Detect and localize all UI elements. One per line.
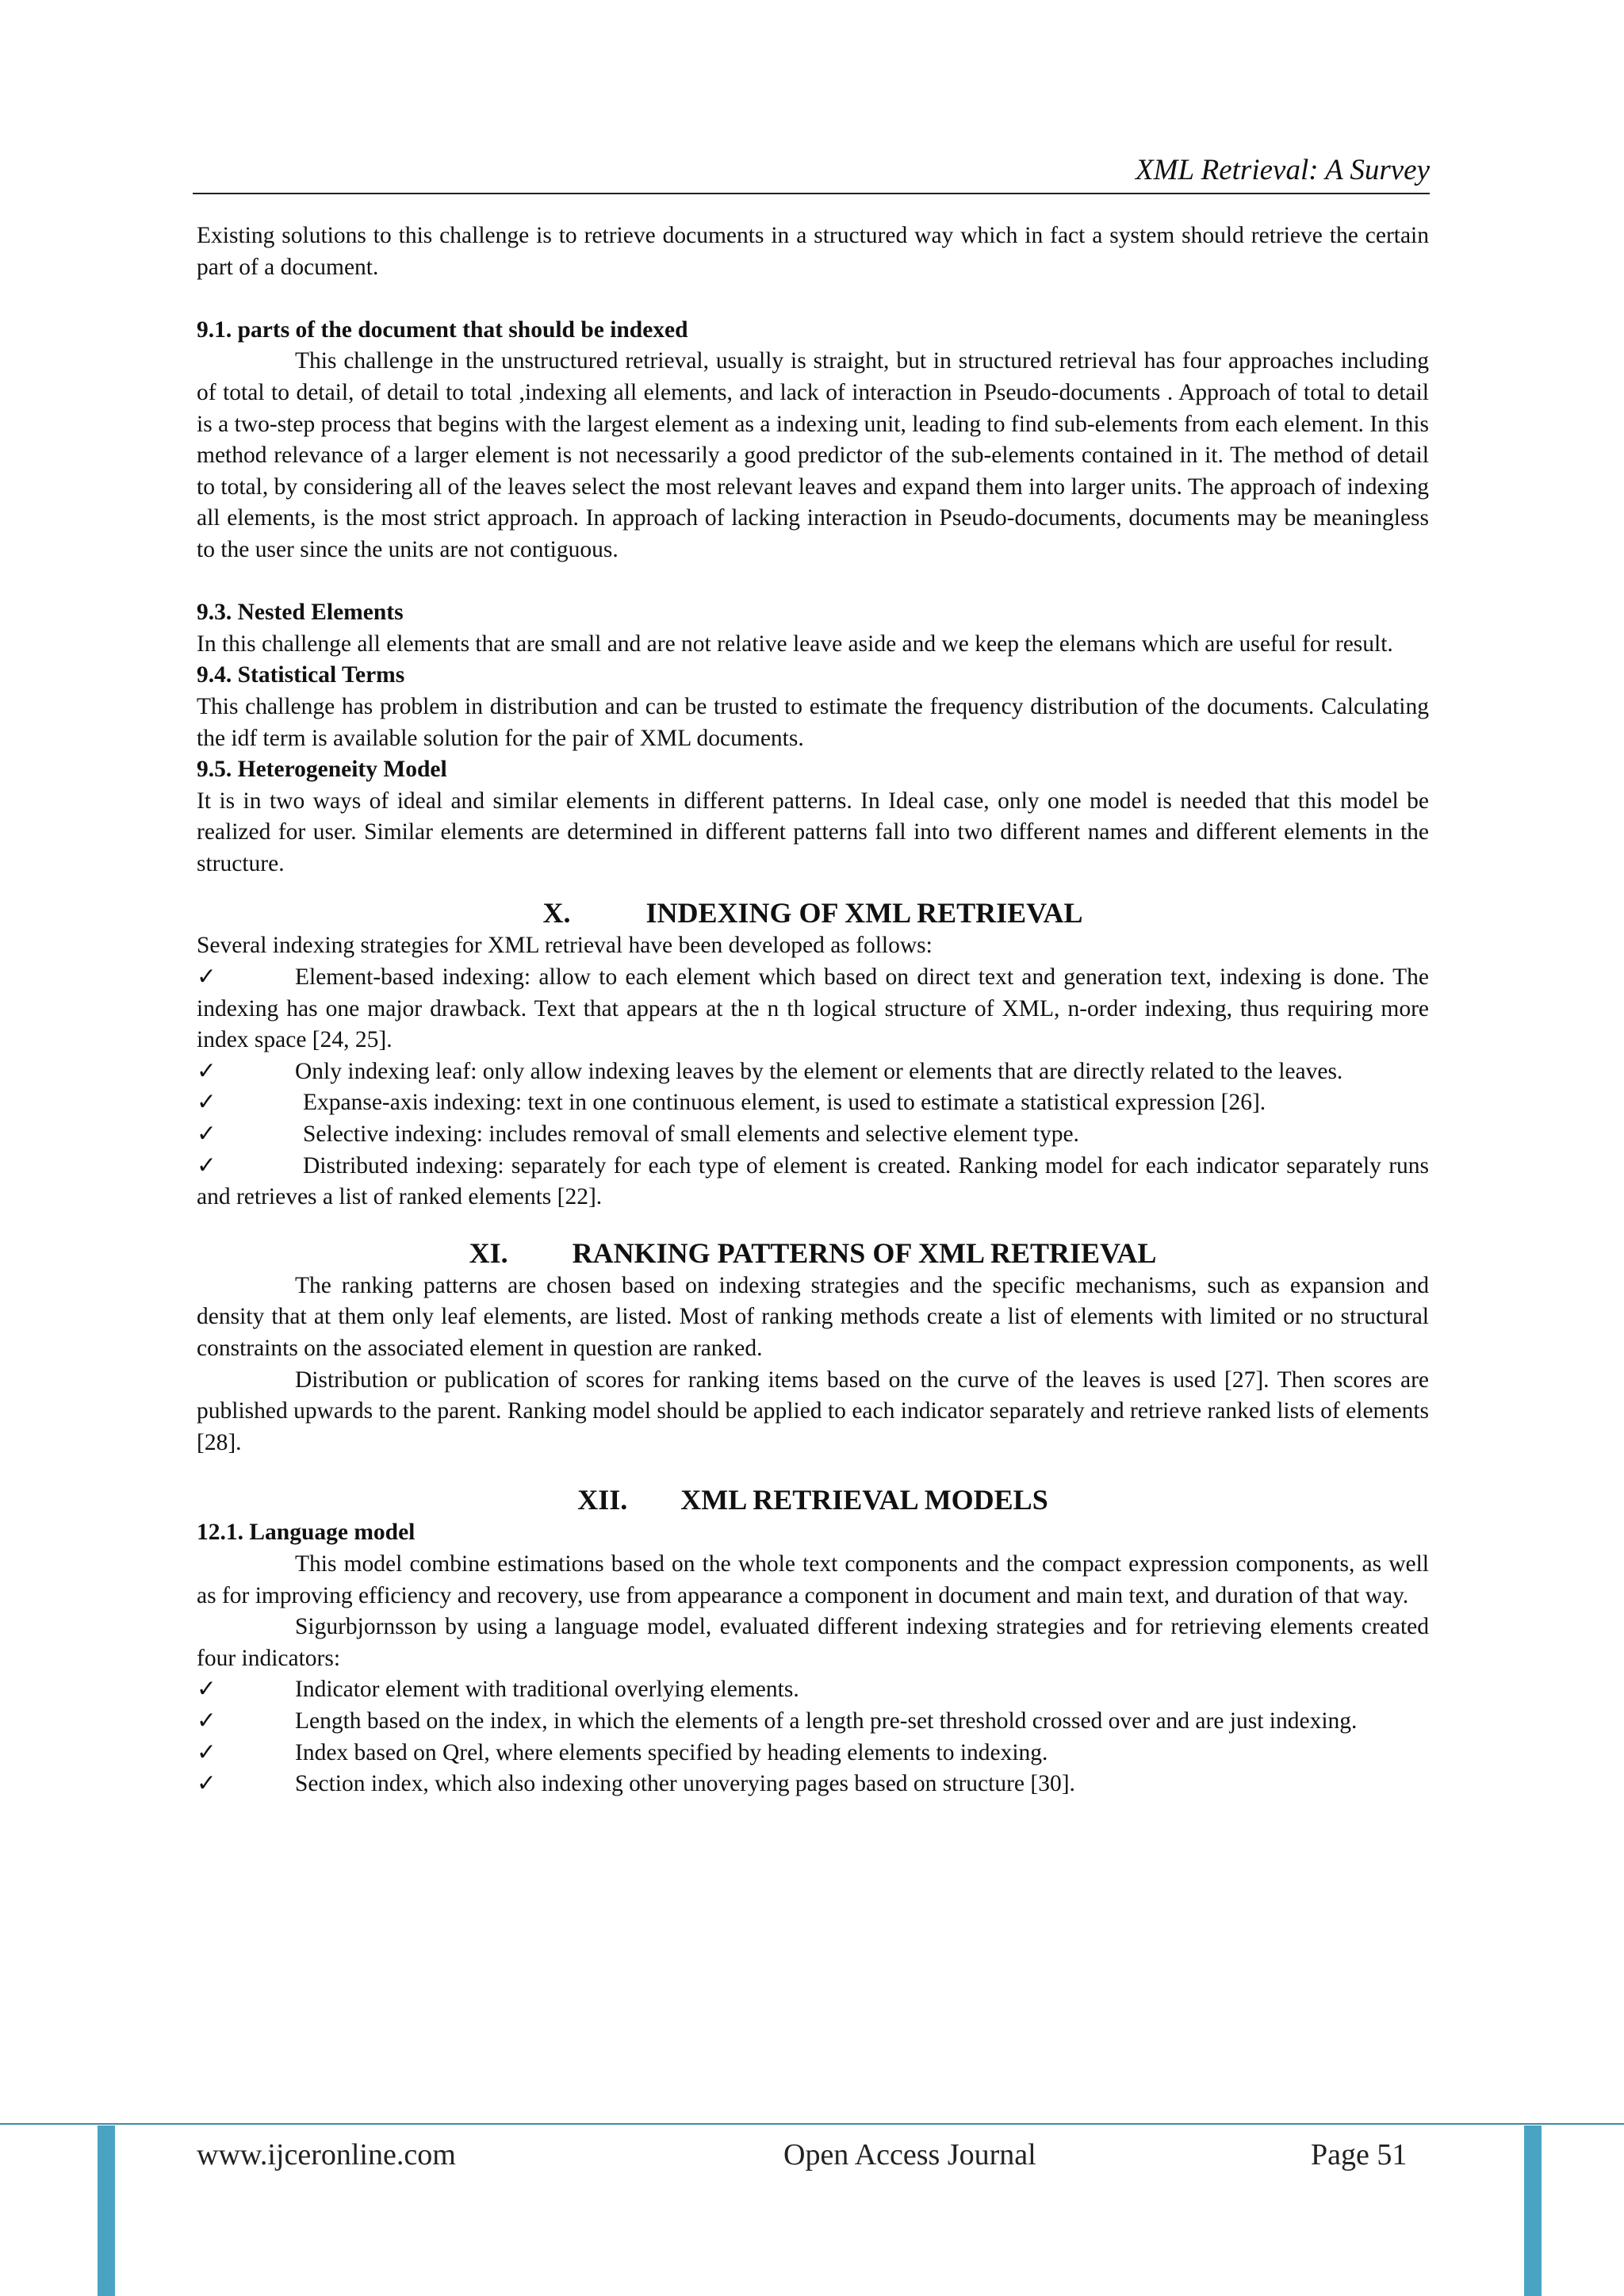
footer-right-bar <box>1524 2125 1542 2296</box>
checkmark-icon: ✓ <box>197 964 216 991</box>
checklist-item: ✓ Expanse-axis indexing: text in one continuous element, is used to estimate a statistical expression [26]. <box>197 1087 1429 1119</box>
section-lead: Several indexing strategies for XML retrieval have been developed as follows: <box>197 933 933 959</box>
section-paragraph: This model combine estimations based on the whole text components and the compact expression components, as well as for improving efficiency and recovery, use from appearance a component in document and main text, and duration of that way. <box>197 1550 1429 1608</box>
checklist-item: ✓ Indicator element with traditional overlying elements. <box>197 1674 1429 1706</box>
section-paragraph: Sigurbjornsson by using a language model, evaluated different indexing strategies and for retrieving elements created four indicators: <box>197 1614 1429 1671</box>
footer-page-number: Page 51 <box>1311 2138 1408 2171</box>
checklist-item: ✓ Selective indexing: includes removal of small elements and selective element type. <box>197 1119 1429 1151</box>
subsection-heading-9-3: 9.3. Nested Elements <box>197 600 404 626</box>
checkmark-icon: ✓ <box>197 1739 216 1765</box>
subsection-heading-12-1: 12.1. Language model <box>197 1520 416 1546</box>
checkmark-icon: ✓ <box>197 1771 216 1797</box>
checklist-item: ✓ Section index, which also indexing other unoverying pages based on structure [30]. <box>197 1769 1429 1800</box>
checkmark-icon: ✓ <box>197 1708 216 1734</box>
checkmark-icon: ✓ <box>197 1090 216 1116</box>
checklist-item: ✓ Distributed indexing: separately for each type of element is created. Ranking model for each indicator separately runs and retrieves a list of ranked elements [22]. <box>197 1151 1429 1213</box>
checkmark-icon: ✓ <box>197 1152 216 1179</box>
intro-paragraph: Existing solutions to this challenge is to retrieve documents in a structured way which in fact a system should retrieve the certain part of a document. <box>197 223 1429 280</box>
section-title: XML RETRIEVAL MODELS <box>680 1484 1048 1516</box>
footer-rule <box>0 2123 1624 2125</box>
footer-website: www.ijceronline.com <box>197 2138 456 2171</box>
subsection-heading-9-4: 9.4. Statistical Terms <box>197 662 405 688</box>
running-title: XML Retrieval: A Survey <box>1136 154 1430 186</box>
section-title: RANKING PATTERNS OF XML RETRIEVAL <box>572 1236 1157 1269</box>
section-heading-xii <box>197 1482 1429 1517</box>
section-paragraph: Distribution or publication of scores for ranking items based on the curve of the leaves is used [27]. Then scores are published upwards to the parent. Ranking model should be applied to each indicator separately and retrieve ranked lists of elements [28]. <box>197 1366 1429 1455</box>
checkmark-icon: ✓ <box>197 1677 216 1703</box>
section-paragraph: The ranking patterns are chosen based on indexing strategies and the specific mechanisms, such as expansion and density that at them only leaf elements, are listed. Most of ranking methods create a list of elements with limited or no structural constraints on the associated element in question are ranked. <box>197 1272 1429 1361</box>
subsection-text-9-3: In this challenge all elements that are small and are not relative leave aside and we keep the elemans which are useful for result. <box>197 631 1393 657</box>
checkmark-icon: ✓ <box>197 1058 216 1084</box>
section-title: INDEXING OF XML RETRIEVAL <box>645 897 1083 930</box>
section-heading-xi <box>197 1236 1429 1271</box>
checklist-item: ✓ Element-based indexing: allow to each element which based on direct text and generation text, indexing is done. The indexing has one major drawback. Text that appears at the n th logical structure of XML, n-order indexing, thus requiring more index space [24, 25]. <box>197 962 1429 1056</box>
subsection-text-9-4: This challenge has problem in distribution and can be trusted to estimate the frequency distribution of the documents. Calculating the idf term is available solution for the pair of XML documents. <box>197 693 1429 751</box>
checklist-item: ✓ Only indexing leaf: only allow indexing leaves by the element or elements that are directly related to the leaves. <box>197 1056 1429 1088</box>
footer-journal: Open Access Journal <box>783 2138 1036 2171</box>
subsection-heading-9-5: 9.5. Heterogeneity Model <box>197 757 447 783</box>
section-number: XII. <box>577 1484 628 1516</box>
header-rule <box>193 193 1430 194</box>
footer-left-bar <box>98 2125 115 2296</box>
subsection-text-9-5: It is in two ways of ideal and similar elements in different patterns. In Ideal case, only one model is needed that this model be realized for user. Similar elements are determined in different patterns fall into two different names and different elements in the structure. <box>197 788 1429 876</box>
checkmark-icon: ✓ <box>197 1121 216 1148</box>
section-number: X. <box>542 897 571 930</box>
subsection-text-9-1: This challenge in the unstructured retrieval, usually is straight, but in structured retrieval has four approaches including of total to detail, of detail to total ,indexing all elements, and lack of interaction in Pseudo-documents . Approach of total to detail is a two-step process that begins with the largest element as a indexing unit, leading to find sub-elements from each element. In this method relevance of a larger element is not necessarily a good predictor of the sub-elements contained in it. The method of detail to total, by considering all of the leaves select the most relevant leaves and expand them into larger units. The approach of indexing all elements, is the most strict approach. In approach of lacking interaction in Pseudo-documents, documents may be meaningless to the user since the units are not contiguous. <box>197 348 1429 562</box>
subsection-heading-9-1: 9.1. parts of the document that should be indexed <box>197 316 688 343</box>
page-body <box>197 220 1429 1800</box>
checklist-item: ✓ Length based on the index, in which the elements of a length pre-set threshold crossed over and are just indexing. <box>197 1706 1429 1738</box>
section-number: XI. <box>469 1236 508 1269</box>
checklist-item: ✓ Index based on Qrel, where elements specified by heading elements to indexing. <box>197 1738 1429 1769</box>
section-heading-x <box>197 895 1429 930</box>
